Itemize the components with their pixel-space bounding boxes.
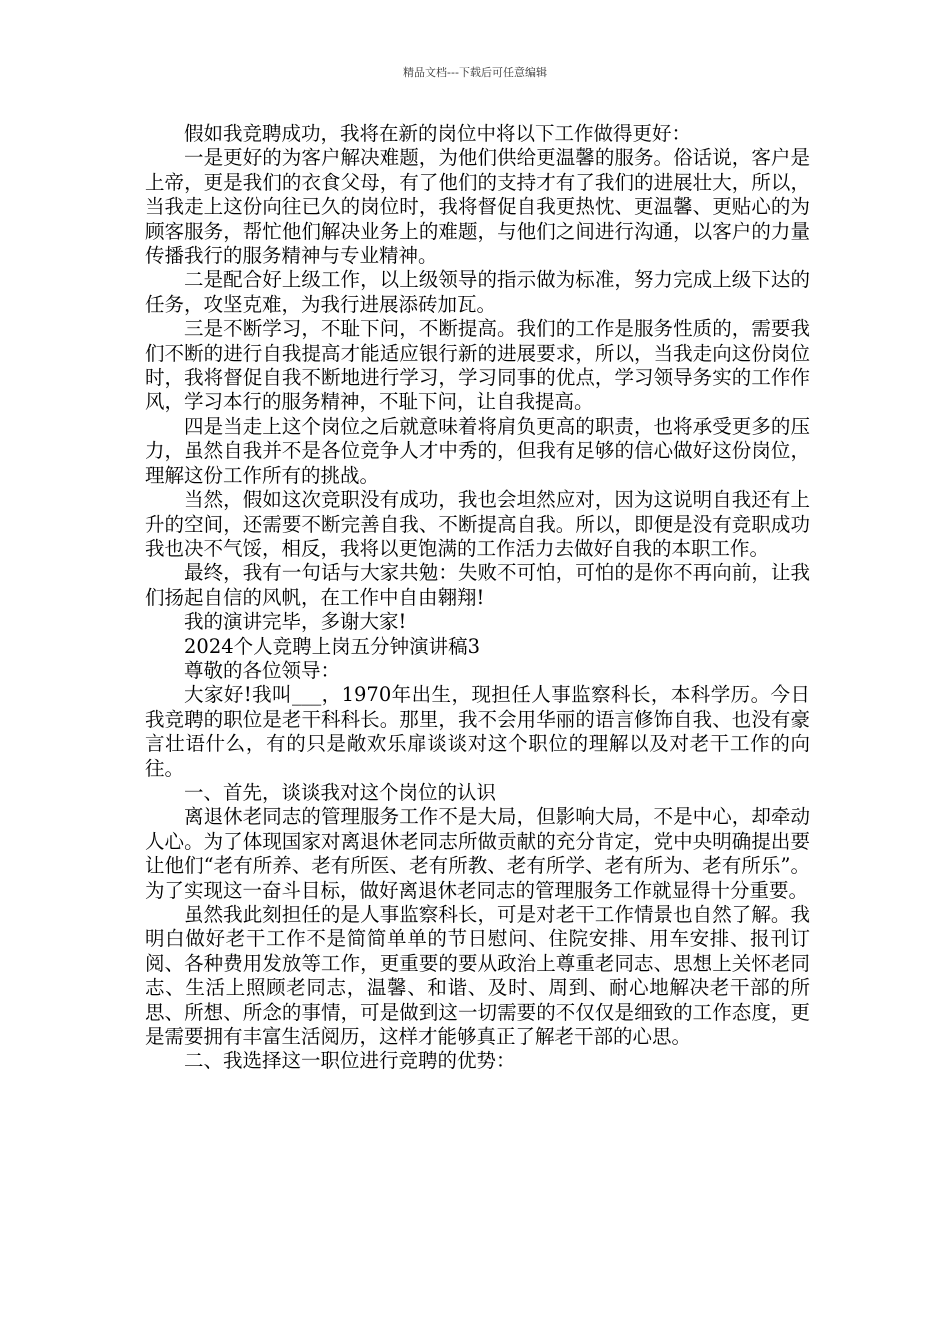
paragraph: 大家好!我叫___，1970年出生，现担任人事监察科长，本科学历。今日我竞聘的职位是老干科科长。那里，我不会用华丽的语言修饰自我、也没有豪言壮语什么，有的只是敞欢乐扉谈谈对这个职位的理解以及对老干工作的向往。	[145, 683, 810, 780]
section-title: 2024个人竞聘上岗五分钟演讲稿3	[184, 634, 481, 658]
paragraph: 我的演讲完毕，多谢大家!	[184, 610, 407, 634]
document-body	[145, 122, 810, 1074]
section-heading: 一、首先，谈谈我对这个岗位的认识	[184, 780, 497, 804]
section-heading: 二、我选择这一职位进行竞聘的优势：	[184, 1049, 516, 1073]
salutation: 尊敬的各位领导：	[184, 658, 341, 682]
paragraph: 一是更好的为客户解决难题，为他们供给更温馨的服务。俗话说，客户是上帝，更是我们的衣食父母，有了他们的支持才有了我们的进展壮大，所以，当我走上这份向往已久的岗位时，我将督促自我更热忱、更温馨、更贴心的为顾客服务，帮忙他们解决业务上的难题，与他们之间进行沟通，以客户的力量传播我行的服务精神与专业精神。	[145, 146, 810, 268]
paragraph: 假如我竞聘成功，我将在新的岗位中将以下工作做得更好：	[184, 122, 692, 145]
paragraph: 四是当走上这个岗位之后就意味着将肩负更高的职责，也将承受更多的压力，虽然自我并不是各位竞争人才中秀的，但我有足够的信心做好这份岗位，理解这份工作所有的挑战。	[145, 414, 810, 487]
paragraph: 离退休老同志的管理服务工作不是大局，但影响大局，不是中心，却牵动人心。为了体现国家对离退休老同志所做贡献的充分肯定，党中央明确提出要让他们“老有所养、老有所医、老有所教、老有所学、老有所为、老有所乐”。为了实现这一奋斗目标，做好离退休老同志的管理服务工作就显得十分重要。	[145, 805, 810, 902]
paragraph: 最终，我有一句话与大家共勉：失败不可怕，可怕的是你不再向前，让我们扬起自信的风帆，在工作中自由翱翔!	[145, 561, 810, 609]
paragraph: 虽然我此刻担任的是人事监察科长，可是对老干工作情景也自然了解。我明白做好老干工作不是简简单单的节日慰问、住院安排、用车安排、报刊订阅、各种费用发放等工作，更重要的要从政治上尊重老同志、思想上关怀老同志、生活上照顾老同志，温馨、和谐、及时、周到、耐心地解决老干部的所思、所想、所念的事情，可是做到这一切需要的不仅仅是细致的工作态度，更是需要拥有丰富生活阅历，这样才能够真正了解老干部的心思。	[145, 903, 810, 1049]
page-header: 精品文档---下载后可任意编辑	[403, 66, 547, 79]
paragraph: 二是配合好上级工作，以上级领导的指示做为标准，努力完成上级下达的任务，攻坚克难，为我行进展添砖加瓦。	[145, 268, 810, 316]
paragraph: 三是不断学习，不耻下问，不断提高。我们的工作是服务性质的，需要我们不断的进行自我提高才能适应银行新的进展要求，所以，当我走向这份岗位时，我将督促自我不断地进行学习，学习同事的优点，学习领导务实的工作作风，学习本行的服务精神，不耻下问，让自我提高。	[145, 317, 810, 414]
paragraph: 当然，假如这次竞职没有成功，我也会坦然应对，因为这说明自我还有上升的空间，还需要不断完善自我、不断提高自我。所以，即便是没有竞职成功我也决不气馁，相反，我将以更饱满的工作活力去做好自我的本职工作。	[145, 488, 810, 560]
